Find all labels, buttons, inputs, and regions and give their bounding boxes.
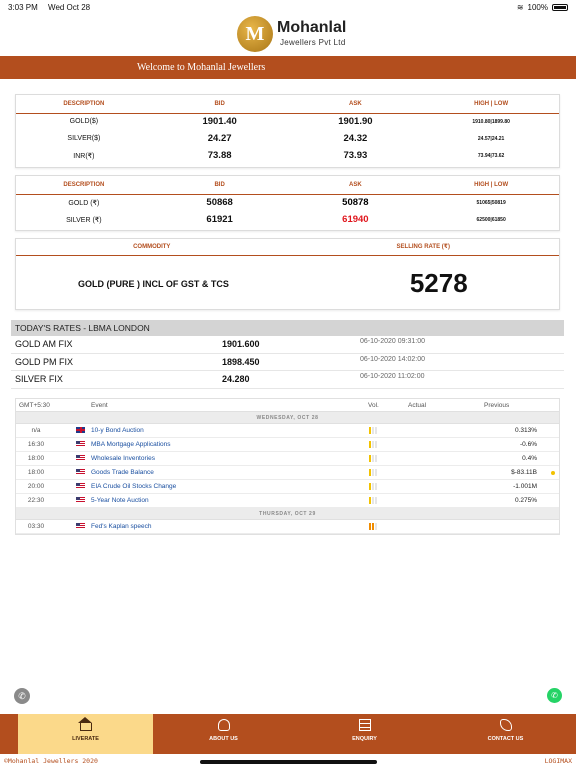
fix-value: 24.280 bbox=[222, 374, 250, 384]
col-description: DESCRIPTION bbox=[16, 176, 152, 194]
ask-value: 73.93 bbox=[343, 150, 368, 161]
calendar-event-row[interactable] bbox=[16, 452, 559, 466]
volatility-icon bbox=[369, 523, 377, 530]
event-name[interactable]: EIA Crude Oil Stocks Change bbox=[91, 483, 177, 490]
fix-time: 06-10-2020 14:02:00 bbox=[360, 355, 425, 363]
volatility-icon bbox=[369, 441, 377, 448]
fix-time: 06-10-2020 11:02:00 bbox=[360, 373, 425, 380]
calendar-event-row[interactable] bbox=[16, 520, 559, 534]
high-low-value: 51065|50819 bbox=[476, 199, 506, 206]
header-logo bbox=[0, 14, 576, 56]
lbma-row bbox=[11, 354, 564, 372]
economic-calendar bbox=[15, 398, 560, 535]
tab-enquiry[interactable] bbox=[294, 714, 435, 754]
bid-value: 24.27 bbox=[207, 133, 232, 144]
event-name[interactable]: 10-y Bond Auction bbox=[91, 427, 144, 434]
col-high-low: HIGH | LOW bbox=[423, 176, 559, 194]
user-icon bbox=[218, 719, 230, 731]
selling-rate-value: 5278 bbox=[409, 268, 468, 298]
bottom-tab-bar bbox=[0, 714, 576, 754]
ask-value: 24.32 bbox=[343, 133, 368, 144]
spot-rates-table bbox=[16, 95, 559, 164]
event-name[interactable]: MBA Mortgage Applications bbox=[91, 441, 171, 448]
fix-time: 06-10-2020 09:31:00 bbox=[360, 338, 425, 345]
commodity-header: COMMODITY bbox=[133, 244, 171, 250]
rate-row bbox=[16, 194, 559, 211]
fix-name: SILVER FIX bbox=[15, 374, 63, 384]
us-flag-icon bbox=[76, 441, 85, 447]
calendar-day-header: THURSDAY, OCT 29 bbox=[16, 508, 559, 520]
tab-label: ENQUIRY bbox=[352, 736, 377, 742]
calendar-event-row[interactable] bbox=[16, 438, 559, 452]
bid-value: 50868 bbox=[206, 197, 233, 209]
ask-value: 61940 bbox=[342, 214, 369, 225]
rate-description: SILVER($) bbox=[67, 135, 101, 142]
spot-rates-card bbox=[15, 94, 560, 168]
event-time: 16:30 bbox=[27, 441, 45, 448]
rate-row bbox=[16, 130, 559, 147]
timezone-label[interactable]: GMT+5:30 bbox=[19, 402, 50, 409]
brand-logo-icon: M bbox=[237, 16, 273, 52]
fix-value: 1901.600 bbox=[222, 339, 260, 349]
rate-row bbox=[16, 211, 559, 228]
event-previous: $-83.11B bbox=[511, 469, 537, 476]
calendar-day-header: WEDNESDAY, OCT 28 bbox=[16, 412, 559, 424]
event-name[interactable]: 5-Year Note Auction bbox=[91, 497, 149, 504]
event-time: 03:30 bbox=[27, 523, 45, 530]
brand-name: Mohanlal bbox=[277, 19, 347, 36]
us-flag-icon bbox=[76, 523, 85, 529]
event-previous: 0.313% bbox=[514, 427, 537, 434]
calendar-event-row[interactable] bbox=[16, 424, 559, 438]
fix-name: GOLD AM FIX bbox=[15, 339, 73, 349]
home-icon bbox=[80, 723, 92, 731]
actual-col: Actual bbox=[408, 402, 427, 409]
us-flag-icon bbox=[76, 455, 85, 461]
col-bid: BID bbox=[152, 95, 288, 113]
calendar-event-row[interactable] bbox=[16, 480, 559, 494]
event-time: 18:00 bbox=[27, 469, 45, 476]
us-flag-icon bbox=[76, 483, 85, 489]
rate-description: INR(₹) bbox=[73, 152, 95, 160]
rate-description: GOLD (₹) bbox=[68, 199, 100, 207]
event-col: Event bbox=[91, 402, 108, 409]
event-time: 20:00 bbox=[27, 483, 45, 490]
event-name[interactable]: Fed's Kaplan speech bbox=[91, 523, 152, 530]
local-rates-card bbox=[15, 175, 560, 231]
event-name[interactable]: Goods Trade Balance bbox=[91, 469, 154, 476]
high-low-value: 62500|61850 bbox=[476, 216, 506, 223]
welcome-banner: Welcome to Mohanlal Jewellers bbox=[0, 56, 576, 79]
event-previous: 0.4% bbox=[522, 455, 537, 462]
col-ask: ASK bbox=[288, 95, 424, 113]
home-indicator bbox=[200, 760, 377, 764]
ask-value: 1901.90 bbox=[338, 116, 373, 128]
col-description: DESCRIPTION bbox=[16, 95, 152, 113]
us-flag-icon bbox=[76, 497, 85, 503]
tab-about-us[interactable] bbox=[153, 714, 294, 754]
commodity-name: GOLD (PURE ) INCL OF GST & TCS bbox=[78, 278, 229, 289]
high-low-value: 24.57|24.21 bbox=[477, 135, 505, 142]
event-time: 22:30 bbox=[27, 497, 45, 504]
event-previous: -1.001M bbox=[513, 483, 537, 490]
rate-row bbox=[16, 113, 559, 130]
wifi-icon: ≋ bbox=[516, 2, 524, 12]
volatility-icon bbox=[369, 483, 377, 490]
status-bar bbox=[0, 0, 576, 14]
previous-col: Previous bbox=[484, 402, 510, 409]
lbma-row bbox=[11, 336, 564, 354]
viber-icon[interactable]: ✆ bbox=[14, 688, 30, 704]
calendar-event-row[interactable] bbox=[16, 494, 559, 508]
lbma-title: TODAY'S RATES - LBMA LONDON bbox=[11, 320, 564, 336]
uk-flag-icon bbox=[76, 427, 85, 433]
phone-icon bbox=[500, 719, 512, 731]
bid-value: 61921 bbox=[206, 214, 233, 225]
rate-description: GOLD($) bbox=[69, 118, 99, 126]
event-previous: -0.6% bbox=[520, 441, 537, 448]
lbma-rates bbox=[11, 320, 564, 389]
selling-rate-header: SELLING RATE (₹) bbox=[396, 244, 450, 250]
battery-percent: 100% bbox=[527, 2, 548, 12]
high-low-value: 1910.80|1899.80 bbox=[472, 118, 510, 125]
status-time: 3:03 PM bbox=[8, 2, 38, 12]
commodity-card bbox=[15, 238, 560, 310]
rate-row bbox=[16, 147, 559, 164]
calendar-event-row[interactable] bbox=[16, 466, 559, 480]
fix-name: GOLD PM FIX bbox=[15, 356, 74, 367]
tab-label: CONTACT US bbox=[487, 736, 524, 742]
col-bid: BID bbox=[152, 176, 288, 194]
volatility-icon bbox=[369, 469, 377, 476]
event-previous: 0.275% bbox=[514, 497, 537, 504]
lbma-row bbox=[11, 371, 564, 389]
col-ask: ASK bbox=[288, 176, 424, 194]
volatility-icon bbox=[369, 455, 377, 462]
event-time: n/a bbox=[31, 427, 41, 434]
vol-col: Vol. bbox=[368, 402, 379, 409]
list-icon bbox=[359, 719, 371, 731]
battery-icon bbox=[552, 4, 568, 11]
event-name[interactable]: Wholesale Inventories bbox=[91, 455, 155, 462]
tab-contact-us[interactable] bbox=[435, 714, 576, 754]
bid-value: 1901.40 bbox=[202, 116, 237, 128]
local-rates-table bbox=[16, 176, 559, 228]
tab-label: LIVERATE bbox=[72, 736, 99, 742]
high-low-value: 73.94|73.62 bbox=[477, 152, 505, 159]
whatsapp-icon[interactable]: ✆ bbox=[547, 688, 562, 703]
status-date: Wed Oct 28 bbox=[48, 2, 91, 12]
col-high-low: HIGH | LOW bbox=[423, 95, 559, 113]
brand-subtitle: Jewellers Pvt Ltd bbox=[280, 38, 346, 47]
copyright-text: ©Mohanlal Jewellers 2020 bbox=[4, 757, 98, 765]
fix-value: 1898.450 bbox=[222, 356, 260, 367]
volatility-icon bbox=[369, 427, 377, 434]
tab-liverate[interactable] bbox=[18, 714, 153, 754]
volatility-icon bbox=[369, 497, 377, 504]
calendar-header bbox=[16, 399, 559, 412]
bid-value: 73.88 bbox=[207, 150, 232, 161]
event-time: 18:00 bbox=[27, 455, 45, 462]
tab-label: ABOUT US bbox=[209, 736, 238, 742]
alert-dot-icon bbox=[551, 471, 555, 475]
us-flag-icon bbox=[76, 469, 85, 475]
rate-description: SILVER (₹) bbox=[66, 216, 102, 224]
ask-value: 50878 bbox=[342, 197, 369, 209]
vendor-text: LOGIMAX bbox=[544, 757, 572, 765]
